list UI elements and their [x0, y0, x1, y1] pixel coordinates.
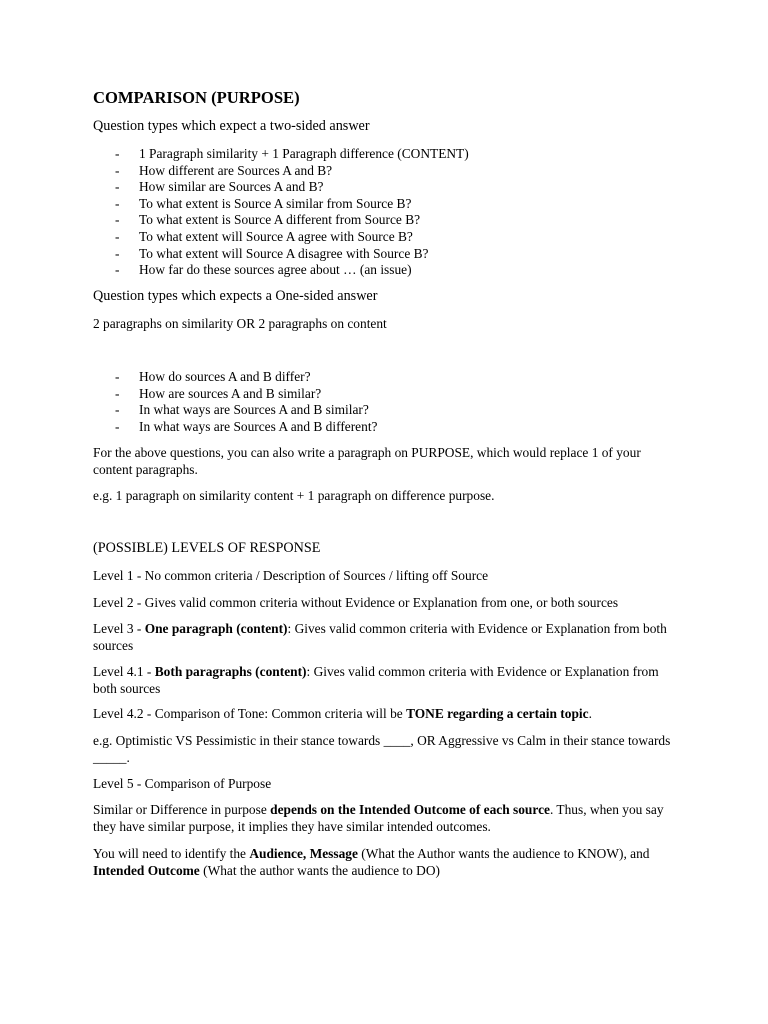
identify-bold-1: Audience, Message	[249, 846, 358, 861]
identify-text-3: (What the author wants the audience to DO)	[199, 862, 440, 878]
levels-heading: (POSSIBLE) LEVELS OF RESPONSE	[93, 540, 321, 556]
level-5: Level 5 - Comparison of Purpose	[93, 776, 272, 791]
identify-paragraph	[93, 846, 683, 879]
one-sided-list	[93, 369, 683, 435]
one-sided-heading: Question types which expects a One-sided answer	[93, 288, 378, 304]
list-item-text: How similar are Sources A and B?	[139, 179, 324, 195]
list-item	[93, 402, 683, 419]
list-item	[93, 212, 683, 229]
one-sided-note: 2 paragraphs on similarity OR 2 paragraphs on content	[93, 316, 387, 331]
level-4-2-bold: TONE regarding a certain topic	[406, 706, 589, 721]
list-item	[93, 146, 683, 163]
bullet-dash: -	[115, 146, 120, 161]
page-title: COMPARISON (PURPOSE)	[93, 88, 300, 107]
list-item-text: How different are Sources A and B?	[139, 162, 333, 178]
level-4-1-bold: Both paragraphs (content)	[154, 664, 307, 679]
example-paragraph: e.g. 1 paragraph on similarity content + 1 paragraph on difference purpose.	[93, 488, 495, 503]
purpose-paragraph: For the above questions, you can also write a paragraph on PURPOSE, which would replace 1 of your content paragraphs.	[93, 445, 641, 477]
list-item-text: How far do these sources agree about … (an issue)	[139, 262, 412, 278]
list-item-text: How are sources A and B similar?	[139, 385, 322, 401]
list-item-text: To what extent is Source A similar from Source B?	[139, 195, 412, 211]
list-item-text: 1 Paragraph similarity + 1 Paragraph difference (CONTENT)	[139, 146, 469, 161]
list-item	[93, 229, 683, 246]
level-2: Level 2 - Gives valid common criteria without Evidence or Explanation from one, or both sources	[93, 595, 619, 610]
bullet-dash: -	[115, 385, 120, 401]
bullet-dash: -	[115, 369, 120, 384]
purpose-detail	[93, 802, 683, 835]
purpose-detail-rest: . Thus, when you say they have similar purpose, it implies they have similar intended outcomes.	[93, 802, 664, 834]
identify-bold-2: Intended Outcome	[93, 862, 200, 878]
list-item	[93, 369, 683, 386]
level-4-1	[93, 664, 683, 697]
identify-text-1: You will need to identify the	[93, 846, 250, 861]
level-3-bold: One paragraph (content)	[144, 621, 288, 636]
two-sided-heading: Question types which expect a two-sided answer	[93, 118, 370, 134]
bullet-dash: -	[115, 212, 120, 228]
list-item	[93, 246, 683, 263]
bullet-dash: -	[115, 402, 120, 418]
bullet-dash: -	[115, 245, 120, 261]
level-4-1-rest: : Gives valid common criteria with Evidence or Explanation from both sources	[93, 664, 659, 696]
list-item	[93, 262, 683, 279]
purpose-detail-bold: depends on the Intended Outcome of each source	[270, 802, 550, 817]
level-3-prefix: Level 3 -	[93, 621, 145, 636]
list-item-text: To what extent is Source A different from Source B?	[139, 212, 421, 228]
list-item-text: In what ways are Sources A and B different?	[139, 418, 378, 434]
list-item-text: To what extent will Source A agree with Source B?	[139, 228, 413, 244]
bullet-dash: -	[115, 228, 120, 244]
bullet-dash: -	[115, 262, 120, 278]
tone-example: e.g. Optimistic VS Pessimistic in their stance towards ____, OR Aggressive vs Calm in their stance towards _____.	[93, 733, 671, 765]
list-item	[93, 179, 683, 196]
list-item	[93, 386, 683, 403]
two-sided-list	[93, 146, 683, 279]
purpose-detail-prefix: Similar or Difference in purpose	[93, 802, 271, 817]
level-1: Level 1 - No common criteria / Description of Sources / lifting off Source	[93, 568, 489, 583]
bullet-dash: -	[115, 162, 120, 178]
bullet-dash: -	[115, 418, 120, 434]
list-item-text: How do sources A and B differ?	[139, 369, 311, 384]
level-4-2-prefix: Level 4.2 - Comparison of Tone: Common criteria will be	[93, 706, 407, 721]
level-4-2	[93, 706, 683, 723]
level-3	[93, 621, 683, 654]
bullet-dash: -	[115, 179, 120, 195]
bullet-dash: -	[115, 195, 120, 211]
list-item-text: In what ways are Sources A and B similar?	[139, 402, 369, 418]
level-4-2-rest: .	[588, 706, 592, 721]
list-item	[93, 196, 683, 213]
identify-text-2: (What the Author wants the audience to KNOW), and	[357, 846, 650, 861]
list-item	[93, 163, 683, 180]
list-item	[93, 419, 683, 436]
level-3-rest: : Gives valid common criteria with Evidence or Explanation from both sources	[93, 621, 667, 653]
level-4-1-prefix: Level 4.1 -	[93, 664, 155, 679]
list-item-text: To what extent will Source A disagree with Source B?	[139, 245, 429, 261]
